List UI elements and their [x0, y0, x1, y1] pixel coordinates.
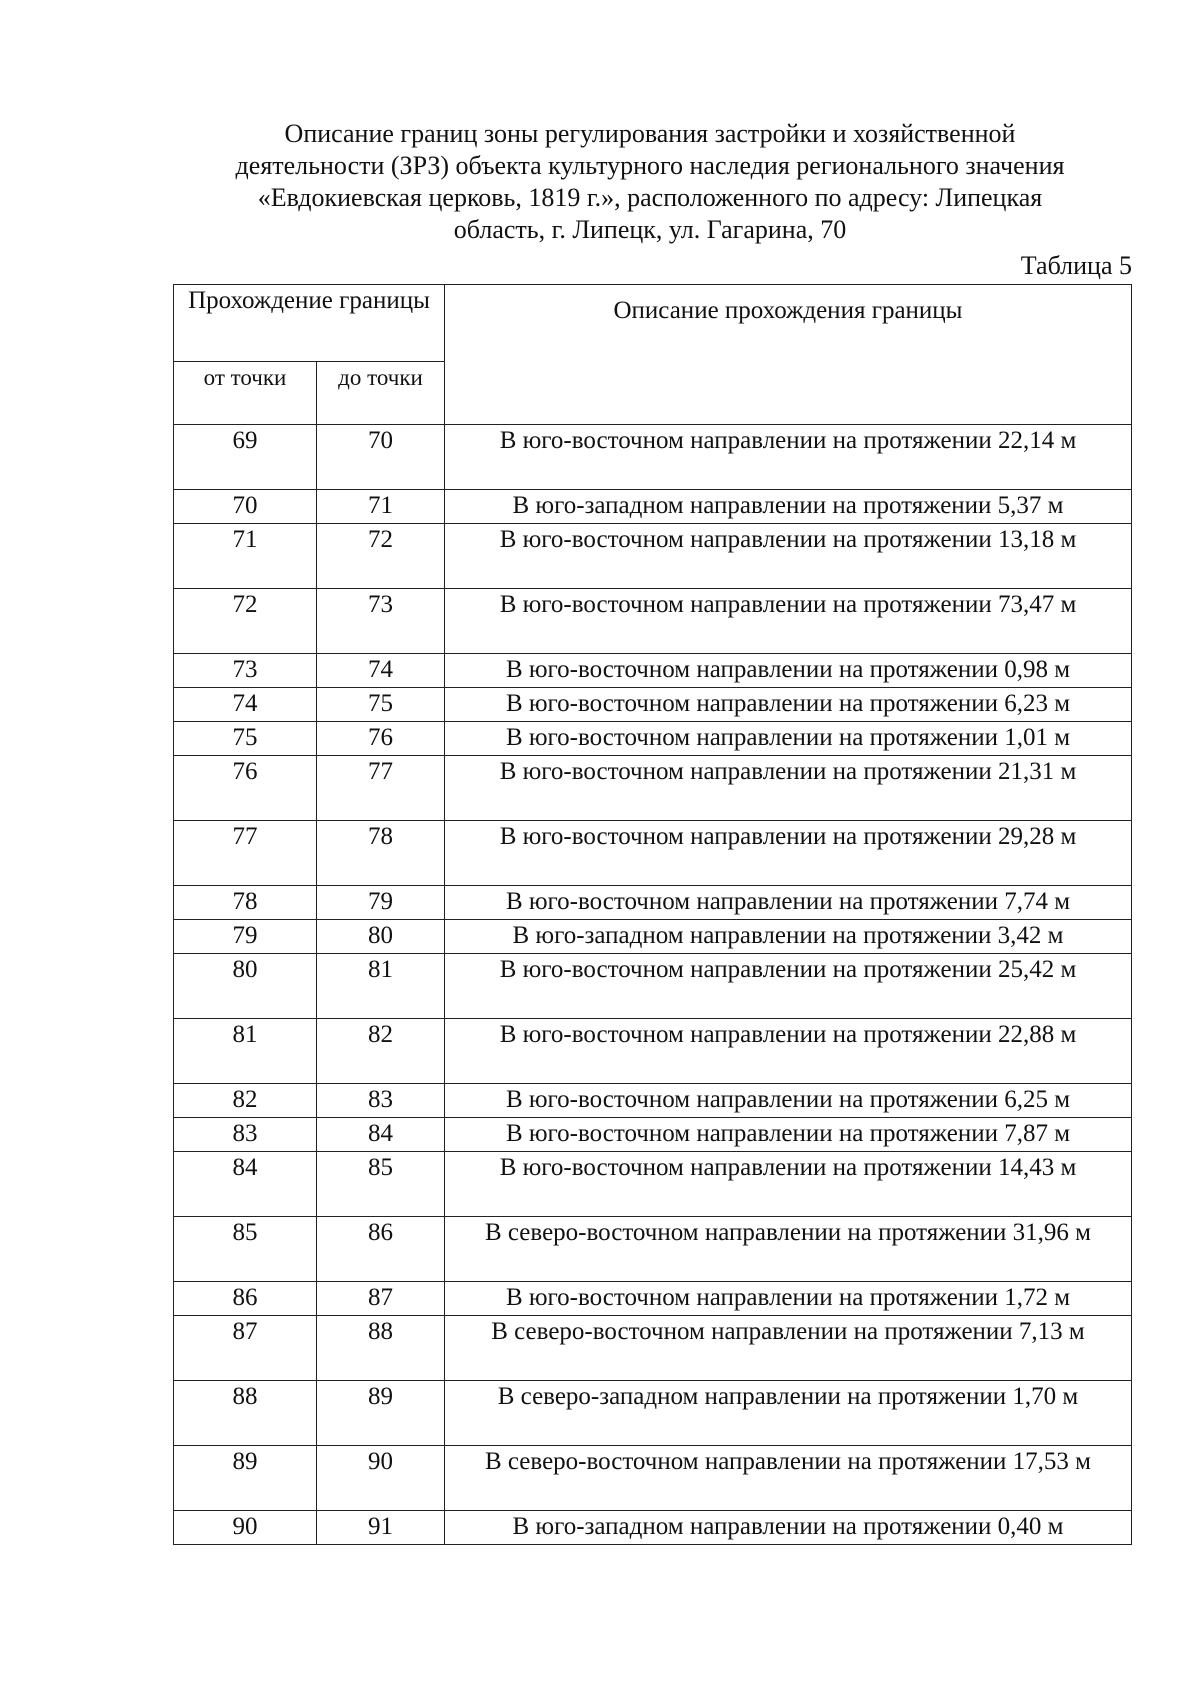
- cell-to-point: 80: [317, 920, 445, 954]
- title-line: деятельности (ЗРЗ) объекта культурного наследия регионального значения: [235, 151, 1065, 180]
- table-caption: Таблица 5: [1020, 251, 1132, 280]
- title-line: область, г. Липецк, ул. Гагарина, 70: [453, 215, 847, 244]
- cell-to-point: 83: [317, 1084, 445, 1118]
- cell-from-point: 88: [174, 1381, 317, 1446]
- cell-from-point: 81: [174, 1019, 317, 1084]
- cell-to-point: 85: [317, 1152, 445, 1217]
- table-row: [174, 954, 1132, 1019]
- table-row: [174, 524, 1132, 589]
- table-row: [174, 1446, 1132, 1511]
- cell-to-point: 75: [317, 688, 445, 722]
- cell-to-point: 91: [317, 1511, 445, 1545]
- cell-description: В юго-западном направлении на протяжении 0,40 м: [445, 1511, 1132, 1545]
- cell-description: В юго-восточном направлении на протяжении 73,47 м: [445, 589, 1132, 654]
- cell-from-point: 86: [174, 1282, 317, 1316]
- cell-to-point: 77: [317, 756, 445, 821]
- header-from-point: от точки: [174, 362, 317, 425]
- cell-description: В юго-восточном направлении на протяжении 14,43 м: [445, 1152, 1132, 1217]
- cell-to-point: 86: [317, 1217, 445, 1282]
- cell-from-point: 76: [174, 756, 317, 821]
- cell-from-point: 84: [174, 1152, 317, 1217]
- boundary-table: [173, 284, 1132, 1545]
- cell-to-point: 89: [317, 1381, 445, 1446]
- cell-from-point: 80: [174, 954, 317, 1019]
- document-title: [170, 118, 1130, 246]
- cell-description: В юго-восточном направлении на протяжении 1,72 м: [445, 1282, 1132, 1316]
- cell-description: В юго-восточном направлении на протяжении 7,87 м: [445, 1118, 1132, 1152]
- cell-description: В юго-восточном направлении на протяжении 6,23 м: [445, 688, 1132, 722]
- table-row: [174, 654, 1132, 688]
- cell-from-point: 71: [174, 524, 317, 589]
- header-description: Описание прохождения границы: [445, 285, 1132, 425]
- table-row: [174, 1316, 1132, 1381]
- cell-to-point: 82: [317, 1019, 445, 1084]
- table-row: [174, 688, 1132, 722]
- cell-to-point: 71: [317, 490, 445, 524]
- cell-from-point: 77: [174, 821, 317, 886]
- table-row: [174, 1511, 1132, 1545]
- cell-description: В юго-восточном направлении на протяжении 6,25 м: [445, 1084, 1132, 1118]
- cell-description: В юго-западном направлении на протяжении 5,37 м: [445, 490, 1132, 524]
- cell-to-point: 72: [317, 524, 445, 589]
- cell-from-point: 85: [174, 1217, 317, 1282]
- cell-from-point: 78: [174, 886, 317, 920]
- table-row: [174, 1282, 1132, 1316]
- table-row: [174, 1084, 1132, 1118]
- table-row: [174, 425, 1132, 490]
- cell-from-point: 89: [174, 1446, 317, 1511]
- cell-description: В юго-восточном направлении на протяжении 7,74 м: [445, 886, 1132, 920]
- cell-description: В юго-восточном направлении на протяжении 1,01 м: [445, 722, 1132, 756]
- cell-from-point: 82: [174, 1084, 317, 1118]
- title-line: «Евдокиевская церковь, 1819 г.», расположенного по адресу: Липецкая: [257, 183, 1043, 212]
- cell-to-point: 70: [317, 425, 445, 490]
- table-row: [174, 821, 1132, 886]
- table-row: [174, 1217, 1132, 1282]
- cell-from-point: 90: [174, 1511, 317, 1545]
- title-line: Описание границ зоны регулирования застройки и хозяйственной: [284, 119, 1016, 148]
- header-to-point: до точки: [317, 362, 445, 425]
- cell-to-point: 73: [317, 589, 445, 654]
- cell-to-point: 81: [317, 954, 445, 1019]
- table-row: [174, 756, 1132, 821]
- cell-description: В юго-западном направлении на протяжении 3,42 м: [445, 920, 1132, 954]
- cell-from-point: 70: [174, 490, 317, 524]
- table-row: [174, 589, 1132, 654]
- table-row: [174, 722, 1132, 756]
- cell-from-point: 83: [174, 1118, 317, 1152]
- table-row: [174, 1019, 1132, 1084]
- cell-description: В юго-восточном направлении на протяжении 13,18 м: [445, 524, 1132, 589]
- cell-description: В северо-восточном направлении на протяжении 31,96 м: [445, 1217, 1132, 1282]
- cell-to-point: 78: [317, 821, 445, 886]
- header-boundary-passage: Прохождение границы: [174, 285, 445, 362]
- table-row: [174, 920, 1132, 954]
- cell-from-point: 74: [174, 688, 317, 722]
- table-row: [174, 886, 1132, 920]
- cell-description: В северо-восточном направлении на протяжении 17,53 м: [445, 1446, 1132, 1511]
- cell-from-point: 75: [174, 722, 317, 756]
- cell-to-point: 88: [317, 1316, 445, 1381]
- cell-from-point: 69: [174, 425, 317, 490]
- cell-to-point: 87: [317, 1282, 445, 1316]
- cell-to-point: 74: [317, 654, 445, 688]
- cell-from-point: 73: [174, 654, 317, 688]
- cell-to-point: 76: [317, 722, 445, 756]
- cell-description: В юго-восточном направлении на протяжении 22,14 м: [445, 425, 1132, 490]
- cell-description: В северо-западном направлении на протяжении 1,70 м: [445, 1381, 1132, 1446]
- table-row: [174, 1381, 1132, 1446]
- cell-description: В юго-восточном направлении на протяжении 21,31 м: [445, 756, 1132, 821]
- cell-description: В юго-восточном направлении на протяжении 29,28 м: [445, 821, 1132, 886]
- cell-description: В юго-восточном направлении на протяжении 22,88 м: [445, 1019, 1132, 1084]
- cell-description: В северо-восточном направлении на протяжении 7,13 м: [445, 1316, 1132, 1381]
- table-row: [174, 1118, 1132, 1152]
- cell-to-point: 90: [317, 1446, 445, 1511]
- cell-to-point: 79: [317, 886, 445, 920]
- cell-from-point: 72: [174, 589, 317, 654]
- cell-from-point: 87: [174, 1316, 317, 1381]
- cell-description: В юго-восточном направлении на протяжении 0,98 м: [445, 654, 1132, 688]
- cell-from-point: 79: [174, 920, 317, 954]
- table-row: [174, 1152, 1132, 1217]
- table-row: [174, 490, 1132, 524]
- table-body: [174, 425, 1132, 1545]
- cell-to-point: 84: [317, 1118, 445, 1152]
- cell-description: В юго-восточном направлении на протяжении 25,42 м: [445, 954, 1132, 1019]
